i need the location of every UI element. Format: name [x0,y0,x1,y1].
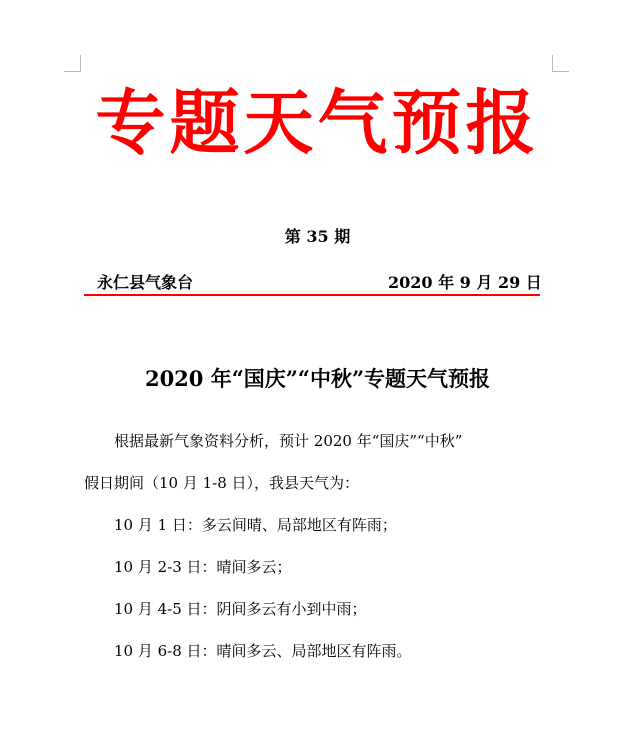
page-corner-mark-top-left [64,55,81,72]
page-corner-mark-top-right [552,55,569,72]
forecast-item: 10 月 1 日：多云间晴、局部地区有阵雨； [114,516,397,534]
document-body [84,420,564,672]
forecast-item: 10 月 2-3 日：晴间多云； [114,558,292,576]
intro-paragraph-line2: 假日期间（10 月 1-8 日），我县天气为： [84,474,360,492]
document-title: 2020 年“国庆”“中秋”专题天气预报 [144,366,491,391]
intro-paragraph-line1: 根据最新气象资料分析，预计 2020 年“国庆”“中秋” [114,432,463,450]
forecast-item: 10 月 6-8 日：晴间多云、局部地区有阵雨。 [114,642,412,660]
issue-date: 2020 年 9 月 29 日 [388,273,542,292]
masthead-title: 专题天气预报 [95,81,540,164]
issuing-organization: 永仁县气象台 [97,273,194,292]
forecast-item: 10 月 4-5 日：阴间多云有小到中雨； [114,600,367,618]
header-divider-rule [84,294,540,296]
issue-number: 第 35 期 [284,227,351,246]
